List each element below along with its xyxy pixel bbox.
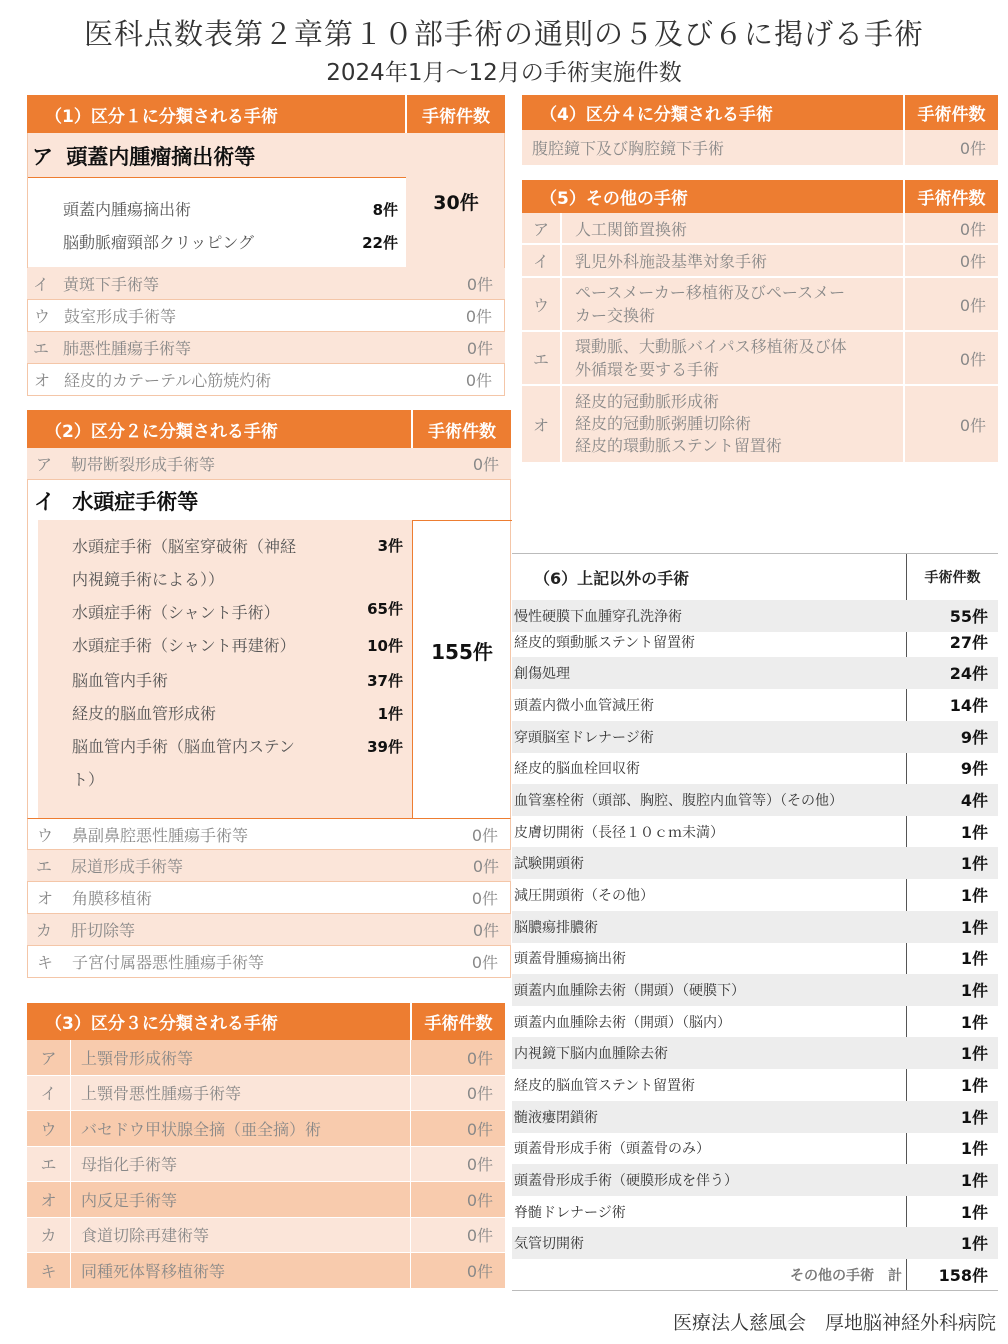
sec6-row-name: 頭蓋内血腫除去術（開頭）（脳内）	[514, 1014, 731, 1031]
sec5-row-count: 0件	[903, 245, 998, 276]
sec2-title: （2）区分２に分類される手術	[45, 421, 278, 442]
sec3-row-letter: エ	[27, 1147, 71, 1182]
sec3-row-name: バセドウ甲状腺全摘（亜全摘）術	[81, 1119, 322, 1139]
sec1-row-count: 0件	[466, 275, 493, 294]
sec6-row-name: 脳膿瘍排膿術	[514, 919, 598, 936]
sec2-row-count: 0件	[472, 857, 499, 876]
sec1-row-letter: オ	[33, 371, 50, 390]
sec4-title: （4）区分４に分類される手術	[540, 105, 773, 125]
sec3-row-count: 0件	[410, 1040, 505, 1075]
sec6-row-count: 55件	[949, 607, 988, 627]
sec5-row	[522, 245, 998, 278]
sec6-row-name: 創傷処理	[514, 665, 570, 682]
sec6-row-name: 血管塞栓術（頭部、胸腔、腹腔内血管等）（その他）	[514, 792, 843, 809]
sec2-row-count: 0件	[471, 825, 498, 845]
sec5-row-letter: ア	[522, 213, 562, 243]
sec6-row	[512, 911, 998, 943]
sec3-row	[27, 1182, 505, 1218]
sec2-group-i-name: 水頭症手術等	[72, 490, 199, 514]
sec2-group-i-total: 155件	[431, 640, 493, 664]
footer-hospital-name: 医療法人慈風会 厚地脳神経外科病院	[672, 1312, 996, 1334]
sec6-row	[512, 1069, 998, 1101]
sec3-count-header: 手術件数	[410, 1003, 505, 1040]
sec1-row-name: 肺悪性腫瘍手術等	[63, 339, 192, 358]
sec3-title: （3）区分３に分類される手術	[45, 1014, 278, 1034]
sec2-item-name-cont: ト）	[72, 770, 105, 789]
sec6-row-count: 1件	[960, 918, 988, 938]
sec6-row	[512, 1037, 998, 1069]
sec5-row-name-cont: 経皮的環動脈ステント留置術	[575, 436, 782, 455]
sec3-row-name: 内反足手術等	[81, 1190, 178, 1210]
sec3-row-letter: ア	[27, 1040, 71, 1075]
sec1-row-letter: エ	[32, 339, 49, 358]
sec6-row-count: 9件	[960, 759, 988, 779]
sec6-row-count: 1件	[960, 1203, 988, 1223]
sec4-count-header: 手術件数	[903, 95, 998, 130]
sec6-row-name: 減圧開頭術（その他）	[514, 887, 654, 904]
sec1-row-name: 経皮的カテーテル心筋焼灼術	[64, 371, 272, 390]
sec6-row	[512, 1196, 998, 1228]
sec3-row-name: 上顎骨悪性腫瘍手術等	[81, 1084, 242, 1104]
sec6-row-name: 頭蓋骨腫瘍摘出術	[514, 950, 626, 967]
sec6-row-name: 穿頭脳室ドレナージ術	[514, 729, 654, 746]
sec3-row-name: 母指化手術等	[81, 1155, 178, 1175]
sec6-row-count: 1件	[960, 1234, 988, 1254]
sec6-row-count: 9件	[960, 728, 988, 748]
sec5-row-name-cont: 外循環を要する手術	[575, 360, 720, 379]
sec6-row-name: 気管切開術	[514, 1235, 584, 1252]
sec6-row	[512, 1132, 998, 1164]
sec1-row-count: 0件	[466, 339, 493, 358]
sec1-row	[27, 268, 505, 300]
sec2-item-name: 脳血管内手術	[72, 671, 169, 690]
sec5-row-letter: オ	[522, 386, 562, 462]
sec2-row	[27, 818, 511, 850]
sec2-item-name: 水頭症手術（脳室穿破術（神経	[72, 537, 297, 556]
sec3-row	[27, 1147, 505, 1183]
sec6-row	[512, 752, 998, 784]
sec1-header	[27, 95, 505, 133]
sec1-group-a-heading	[32, 141, 255, 171]
sec3-row	[27, 1218, 505, 1254]
sec6-row	[512, 1006, 998, 1038]
sec1-group-a-items-box	[28, 177, 406, 267]
sec6-row	[512, 816, 998, 848]
sec6-row	[512, 974, 998, 1006]
sec2-group-i-letter: イ	[34, 490, 55, 514]
sec5-row-name: ペースメーカー移植術及びペースメー	[575, 283, 846, 302]
sec6-row	[512, 657, 998, 689]
sec2-row-name: 鼻副鼻腔悪性腫瘍手術等	[72, 825, 249, 845]
sec6-total-row	[512, 1259, 998, 1291]
sec2-row	[27, 914, 511, 946]
sec2-row	[27, 850, 511, 882]
sec6-row	[512, 721, 998, 753]
sec2-item-count: 3件	[377, 537, 403, 555]
sec2-row	[27, 448, 511, 480]
sec1-item-name: 頭蓋内腫瘍摘出術	[63, 200, 192, 219]
sec1-row-name: 鼓室形成手術等	[64, 307, 177, 326]
sec6-row-count: 1件	[960, 949, 988, 969]
sec5-title: （5）その他の手術	[540, 189, 688, 209]
sec2-group-i-total-box	[412, 520, 512, 818]
sec6-row-count: 1件	[960, 1013, 988, 1033]
sec2-row-letter: エ	[35, 857, 52, 876]
sec6-row	[512, 1164, 998, 1196]
page-title: 医科点数表第２章第１０部手術の通則の５及び６に掲げる手術	[83, 17, 924, 51]
sec3-row	[27, 1253, 505, 1289]
sec6-row-name: 脊髄ドレナージ術	[514, 1204, 626, 1221]
sec6-row-name: 頭蓋骨形成手術（硬膜形成を伴う）	[514, 1172, 738, 1189]
sec5-row-letter: エ	[522, 332, 562, 384]
sec2-row-name: 子宮付属器悪性腫瘍手術等	[72, 953, 265, 972]
sec3-row-name: 上顎骨形成術等	[81, 1048, 194, 1068]
sec6-row-count: 1件	[960, 981, 988, 1001]
sec6-row-name: 頭蓋骨形成手術（頭蓋骨のみ）	[514, 1140, 710, 1157]
sec2-item-name: 経皮的脳血管形成術	[72, 704, 217, 723]
sec2-item-name-cont: 内視鏡手術による））	[72, 570, 225, 589]
sec5-row-letter: イ	[522, 245, 562, 276]
sec4-header	[522, 95, 998, 130]
sec5-row-count: 0件	[903, 278, 998, 330]
sec1-row-letter: ウ	[33, 307, 50, 326]
sec1-row-letter: イ	[32, 275, 49, 294]
sec6-row	[512, 879, 998, 911]
sec5-row	[522, 332, 998, 386]
sec6-row-count: 1件	[960, 854, 988, 874]
sec2-row-name: 肝切除等	[71, 921, 136, 940]
sec2-item-name: 水頭症手術（シャント手術）	[72, 603, 280, 622]
sec1-item-name: 脳動脈瘤頸部クリッピング	[63, 233, 255, 252]
sec1-row-count: 0件	[465, 307, 492, 326]
sec4-row	[522, 130, 998, 165]
sec2-item-count: 37件	[367, 672, 403, 690]
sec6-row-count: 4件	[960, 791, 988, 811]
sec2-row-count: 0件	[472, 455, 499, 474]
sec6-header	[512, 553, 998, 600]
sec6-row-count: 1件	[960, 1171, 988, 1191]
sec2-row-letter: カ	[35, 921, 52, 940]
sec3-row-count: 0件	[410, 1076, 505, 1111]
sec3-row-count: 0件	[410, 1182, 505, 1217]
sec2-item-name: 脳血管内手術（脳血管内ステン	[72, 737, 295, 756]
sec5-row-name: 人工関節置換術	[575, 219, 688, 239]
sec2-row-name: 尿道形成手術等	[71, 857, 184, 876]
sec2-row-letter: ウ	[36, 825, 53, 845]
sec1-group-a-letter: ア	[32, 145, 53, 169]
sec3-row-letter: キ	[27, 1253, 71, 1288]
sec3-row	[27, 1040, 505, 1076]
sec6-row-name: 慢性硬膜下血腫穿孔洗浄術	[514, 608, 682, 625]
sec6-row-name: 経皮的脳血栓回収術	[514, 760, 640, 777]
sec1-row-name: 黄斑下手術等	[63, 275, 160, 294]
sec1-row	[27, 300, 505, 332]
sec6-row-count: 1件	[960, 1044, 988, 1064]
sec5-row-name-cont: カー交換術	[575, 306, 656, 325]
sec6-row	[512, 1227, 998, 1259]
sec6-row	[512, 626, 998, 658]
sec2-item-count: 10件	[367, 637, 403, 655]
sec1-item-count: 22件	[362, 234, 398, 252]
sec6-row-count: 27件	[949, 633, 988, 653]
sec1-group-a-name: 頭蓋内腫瘤摘出術等	[66, 145, 256, 169]
sec6-total-label: その他の手術 計	[790, 1267, 902, 1284]
sec6-row-name: 皮膚切開術（長径１０ｃｍ未満）	[514, 824, 724, 841]
sec3-row	[27, 1111, 505, 1147]
sec6-count-header: 手術件数	[906, 554, 998, 600]
sec3-row-count: 0件	[410, 1111, 505, 1146]
sec5-row-name: 環動脈、大動脈バイパス移植術及び体	[575, 337, 847, 356]
sec6-row	[512, 689, 998, 721]
sec5-row	[522, 278, 998, 332]
sec3-row	[27, 1076, 505, 1112]
sec1-row-count: 0件	[465, 371, 492, 390]
sec6-row-name: 頭蓋内血腫除去術（開頭）（硬膜下）	[514, 982, 745, 999]
sec6-title: （6）上記以外の手術	[534, 568, 690, 588]
sec5-row-count: 0件	[903, 213, 998, 243]
sec1-row	[27, 332, 505, 364]
sec1-group-a-total: 30件	[433, 192, 479, 214]
sec6-row-count: 14件	[949, 696, 988, 716]
sec5-header	[522, 180, 998, 213]
sec2-item-name: 水頭症手術（シャント再建術）	[72, 636, 296, 655]
sec2-row-letter: オ	[36, 889, 53, 908]
sec3-row-count: 0件	[410, 1218, 505, 1253]
sec2-count-header: 手術件数	[411, 410, 511, 448]
sec3-header	[27, 1003, 505, 1040]
sec1-item-count: 8件	[372, 201, 398, 219]
sec6-row-name: 髄液瘻閉鎖術	[514, 1109, 598, 1126]
sec5-row-name: 乳児外科施設基準対象手術	[575, 252, 768, 271]
sec3-row-name: 同種死体腎移植術等	[81, 1261, 226, 1281]
sec5-row	[522, 213, 998, 245]
sec2-header	[27, 410, 511, 448]
sec1-title: （1）区分１に分類される手術	[45, 106, 278, 127]
sec3-row-letter: イ	[27, 1076, 71, 1111]
sec6-row	[512, 847, 998, 879]
sec3-row-letter: オ	[27, 1182, 71, 1217]
sec6-row-name: 経皮的脳血管ステント留置術	[514, 1077, 696, 1094]
sec2-row-count: 0件	[471, 953, 498, 972]
sec5-row-name-block	[562, 335, 903, 381]
sec2-row-count: 0件	[471, 889, 498, 908]
sec6-total-count: 158件	[938, 1266, 988, 1285]
page-subtitle: 2024年1月～12月の手術実施件数	[326, 60, 682, 86]
sec3-row-letter: カ	[27, 1218, 71, 1253]
sec6-row-name: 頭蓋内微小血管減圧術	[514, 697, 654, 714]
sec1-group-a	[27, 133, 505, 268]
sec3-row-count: 0件	[410, 1147, 505, 1182]
sec6-row	[512, 942, 998, 974]
sec2-row-name: 靭帯断裂形成手術等	[71, 455, 216, 474]
sec1-count-header: 手術件数	[405, 95, 505, 133]
sec4-row-count: 0件	[903, 130, 998, 165]
sec2-row-letter: キ	[36, 953, 53, 972]
sec2-row	[27, 946, 511, 978]
sec6-row-name: 経皮的頸動脈ステント留置術	[514, 634, 696, 651]
sec6-row-count: 1件	[960, 1139, 988, 1159]
sec6-row	[512, 784, 998, 816]
sec2-row	[27, 882, 511, 914]
sec3-row-letter: ウ	[27, 1111, 71, 1146]
sec6-row-count: 1件	[960, 1108, 988, 1128]
sec5-row-name-block	[562, 281, 903, 327]
sec3-row-name: 食道切除再建術等	[81, 1226, 210, 1246]
sec2-group-i-heading	[34, 486, 198, 516]
sec1-row	[27, 364, 505, 396]
sec6-row-name: 試験開頭術	[514, 855, 584, 872]
sec6-row-name: 内視鏡下脳内血腫除去術	[514, 1045, 668, 1062]
sec5-row-name-cont: 経皮的冠動脈粥腫切除術	[575, 414, 752, 433]
sec2-item-count: 65件	[367, 600, 403, 618]
sec6-row-count: 1件	[960, 1076, 988, 1096]
sec2-row-letter: ア	[35, 455, 52, 474]
sec6-row-count: 1件	[960, 886, 988, 906]
sec5-row	[522, 386, 998, 462]
sec6-row-count: 1件	[960, 823, 988, 843]
sec6-row-count: 24件	[949, 664, 988, 684]
sec2-item-count: 1件	[377, 705, 403, 723]
sec5-row-count: 0件	[903, 386, 998, 462]
sec5-row-count: 0件	[903, 332, 998, 384]
sec2-row-name: 角膜移植術	[72, 889, 153, 908]
sec2-row-count: 0件	[472, 921, 499, 940]
sec4-row-name: 腹腔鏡下及び胸腔鏡下手術	[532, 139, 725, 158]
sec5-count-header: 手術件数	[903, 180, 998, 213]
sec5-row-name-block	[562, 391, 903, 457]
sec2-group-i	[27, 480, 511, 818]
sec3-row-count: 0件	[410, 1253, 505, 1288]
sec2-item-count: 39件	[367, 738, 403, 756]
sec6-row	[512, 1101, 998, 1133]
sec5-row-letter: ウ	[522, 278, 562, 330]
sec5-row-name: 経皮的冠動脈形成術	[575, 392, 720, 411]
